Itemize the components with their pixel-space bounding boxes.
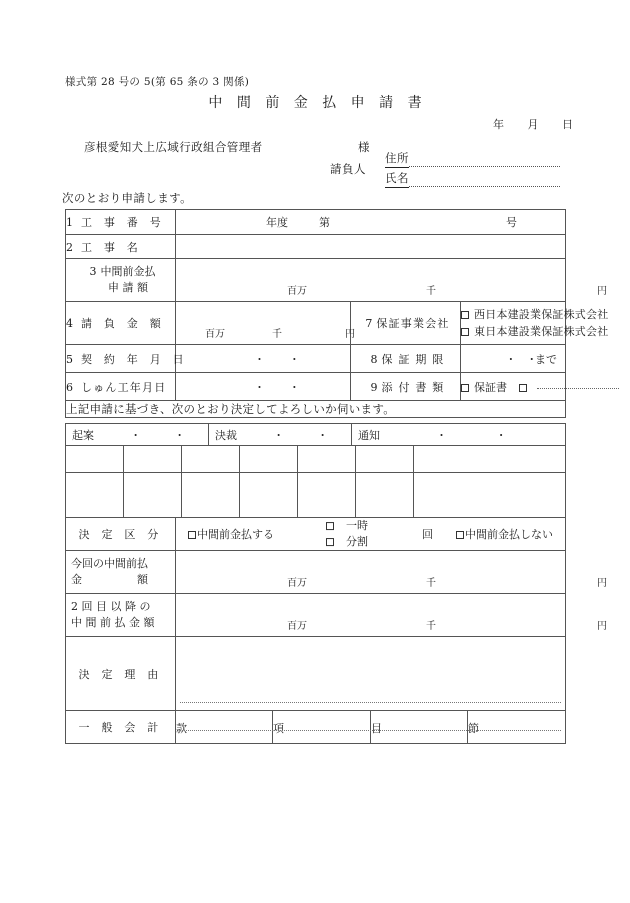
later-amount-label-cell [66,594,176,637]
seal-cell[interactable] [298,473,356,520]
option-pay[interactable] [188,526,274,542]
account-label-cell [66,711,176,744]
row6-number: 6 [66,380,73,394]
seal-cell[interactable] [240,446,298,473]
honorific: 様 [358,140,370,154]
current-unit-thousand: 千 [426,578,436,589]
option-lump-label: 一時 [346,519,368,533]
table-row-reason [66,637,566,711]
application-table [65,209,609,418]
account-col-4[interactable] [468,711,566,744]
address-field[interactable] [385,150,560,168]
approval-table [65,423,566,447]
row1-number: 1 [66,216,73,229]
table-row-completion-date [66,373,566,401]
gou-label: 号 [506,216,518,229]
row2-value-cell[interactable] [176,235,566,259]
table-row-note [66,401,566,418]
date-line [493,116,573,132]
checkbox-icon[interactable] [188,531,196,539]
row5-value-cell[interactable] [176,345,351,373]
row9-number: 9 [370,380,378,394]
row9-label-cell [351,373,461,401]
row4-label-cell [66,302,176,345]
row5-separator-1: ・ [254,352,266,366]
until-label: まで [535,352,558,366]
account-col-1[interactable] [176,711,273,744]
option-split[interactable] [326,534,368,550]
kessai-dot-1: ・ [273,429,285,442]
row9-value-cell[interactable] [461,373,566,401]
seal-cell[interactable] [182,473,240,520]
decision-note: 上記申請に基づき、次のとおり決定してよろしいか伺います。 [66,401,566,418]
unit-yen-label: 円 [597,286,607,297]
seal-cell[interactable] [182,446,240,473]
row6-label: しゅん工年月日 [81,380,167,394]
row7-label-cell [351,302,461,345]
row3-label-line2: 申 請 額 [108,281,148,294]
kian-label: 起案 [72,429,94,442]
table-row-contract-date [66,345,566,373]
reason-label: 決 定 理 由 [78,667,163,681]
seal-cell[interactable] [356,446,414,473]
page-title: 中 間 前 金 払 申 請 書 [208,95,427,111]
row4-label: 請 負 金 額 [81,317,165,330]
reason-value-cell[interactable] [176,637,566,711]
account-col-4-label: 節 [468,722,479,735]
checkbox-icon[interactable] [461,328,469,336]
row1-label: 工 事 番 号 [81,216,165,229]
checkbox-icon[interactable] [519,384,527,392]
account-col-2[interactable] [273,711,371,744]
checkbox-icon[interactable] [461,311,469,319]
row5-number: 5 [66,352,73,366]
option-nopay[interactable] [456,526,553,542]
later-amount-cell[interactable] [176,594,607,637]
month-label: 月 [527,118,539,131]
checkbox-icon[interactable] [326,522,334,530]
fiscal-year-label: 年度 [266,216,288,229]
reason-label-cell [66,637,176,711]
guarantee-company-option-1[interactable] [461,306,609,323]
table-row-contract-amount [66,302,566,345]
decision-class-label-cell [66,518,176,551]
row4-unit-thousand: 千 [272,329,282,340]
row4-number: 4 [66,317,73,330]
name-field[interactable] [385,170,560,188]
seal-row-lower [66,473,566,520]
account-col-1-label: 款 [176,722,187,735]
account-col-3[interactable] [371,711,468,744]
account-label: 一 般 会 計 [78,721,163,734]
name-write-line[interactable] [409,185,560,187]
current-unit-yen: 円 [597,578,607,589]
option-pay-label: 中間前金払する [197,528,274,541]
kessai-header-cell [209,424,352,447]
checkbox-icon[interactable] [456,531,464,539]
row6-separator-1: ・ [254,380,266,394]
row5-label: 契 約 年 月 日 [81,352,188,366]
row8-label-cell [351,345,461,373]
later-unit-thousand: 千 [426,621,436,632]
table-row-work-number [66,210,566,235]
row3-amount-cell[interactable] [176,259,607,302]
seal-cell[interactable] [124,473,182,520]
row5-separator-2: ・ [288,352,300,366]
row8-separator-1: ・ [505,352,517,366]
table-row-decision-class [66,518,566,551]
row6-value-cell[interactable] [176,373,351,401]
option-split-label: 分割 [346,535,368,548]
option-lump[interactable] [326,518,368,534]
unit-thousand-label: 千 [426,286,436,297]
seal-cell[interactable] [66,446,124,473]
row4-amount-cell[interactable] [176,302,355,345]
attachment-1-label: 保証書 [474,380,507,394]
option-nopay-label: 中間前金払しない [465,528,553,541]
kessai-dot-2: ・ [317,429,329,442]
account-col-3-label: 目 [371,722,382,735]
form-number: 様式第 28 号の 5(第 65 条の 3 関係) [65,76,250,88]
row8-value-cell[interactable] [461,345,566,373]
row2-label-cell [66,235,176,259]
guarantee-company-option-2[interactable] [461,323,609,340]
tsuchi-label: 通知 [358,429,380,442]
later-unit-yen: 円 [597,621,607,632]
seal-cell[interactable] [414,446,566,473]
attachment-write-line[interactable] [537,388,619,389]
seal-cell[interactable] [298,446,356,473]
current-amount-cell[interactable] [176,551,607,594]
row1-label-cell [66,210,176,235]
table-row-request-amount [66,259,566,302]
seal-cell[interactable] [66,473,124,520]
tsuchi-dot-1: ・ [435,429,447,442]
row2-number: 2 [66,240,73,254]
current-amount-label-line1: 今回の中間前払 [71,556,148,570]
seal-cell[interactable] [414,473,566,520]
seal-cell[interactable] [356,473,414,520]
option-frequency-group[interactable] [326,518,368,550]
kian-dot-1: ・ [130,429,142,442]
row3-label-line1: 中間前金払 [100,264,156,278]
current-unit-million: 百万 [287,578,307,589]
intro-text: 次のとおり申請します。 [62,191,192,205]
unit-million-label: 百万 [287,286,307,297]
row4-unit-yen: 円 [345,329,355,340]
row3-number: 3 [89,264,97,278]
later-amount-label-line2: 中 間 前 払 金 額 [71,616,155,629]
kessai-label: 決裁 [215,429,237,442]
address-label: 住所 [385,150,409,168]
year-label: 年 [493,118,504,131]
row5-label-cell [66,345,188,373]
row8-label: 保 証 期 限 [381,352,445,366]
company-2-label: 東日本建設業保証株式会社 [474,325,609,338]
current-amount-label-cell [66,551,176,594]
company-1-label: 西日本建設業保証株式会社 [474,307,609,321]
row9-label: 添 付 書 類 [381,380,445,394]
tsuchi-header-cell [352,424,566,447]
name-label: 氏名 [385,170,409,188]
decision-table [65,517,607,744]
row1-value-cell[interactable] [176,210,566,235]
table-row-current-amount [66,551,566,594]
decision-class-label: 決 定 区 分 [78,528,163,541]
kian-dot-2: ・ [174,429,186,442]
table-row-work-name [66,235,566,259]
addressee: 彦根愛知犬上広域行政組合管理者 [84,140,263,154]
current-amount-label-line2: 金 額 [71,573,148,586]
later-amount-label-line1: 2 回 目 以 降 の [71,599,151,613]
checkbox-icon[interactable] [326,538,334,546]
approval-header-row [66,424,566,447]
kian-header-cell [66,424,209,447]
row7-label: 保証事業会社 [376,317,450,330]
seal-grid-table [65,445,566,520]
table-row-later-amount [66,594,566,637]
tsuchi-dot-2: ・ [495,429,507,442]
address-write-line[interactable] [409,165,560,167]
row6-separator-2: ・ [288,380,300,394]
row6-label-cell [66,373,176,401]
row7-value-cell[interactable] [461,302,609,345]
reason-write-line-1[interactable] [180,702,561,703]
row3-label-cell [66,259,176,302]
decision-class-value-cell[interactable] [176,518,566,551]
day-label: 日 [562,118,573,131]
later-unit-million: 百万 [287,621,307,632]
row2-label: 工 事 名 [81,240,142,254]
row8-separator-2: ・ [526,352,538,366]
seal-row-upper [66,446,566,473]
table-row-account [66,711,566,744]
checkbox-icon[interactable] [461,384,469,392]
seal-cell[interactable] [240,473,298,520]
account-col-2-label: 項 [273,722,284,735]
row8-number: 8 [370,352,378,366]
row7-number: 7 [365,317,373,330]
dai-label: 第 [319,216,330,229]
seal-cell[interactable] [124,446,182,473]
kai-label: 回 [422,528,433,541]
reason-write-line-2[interactable] [180,730,561,731]
row4-unit-million: 百万 [205,329,225,340]
contractor-label: 請負人 [330,162,366,176]
